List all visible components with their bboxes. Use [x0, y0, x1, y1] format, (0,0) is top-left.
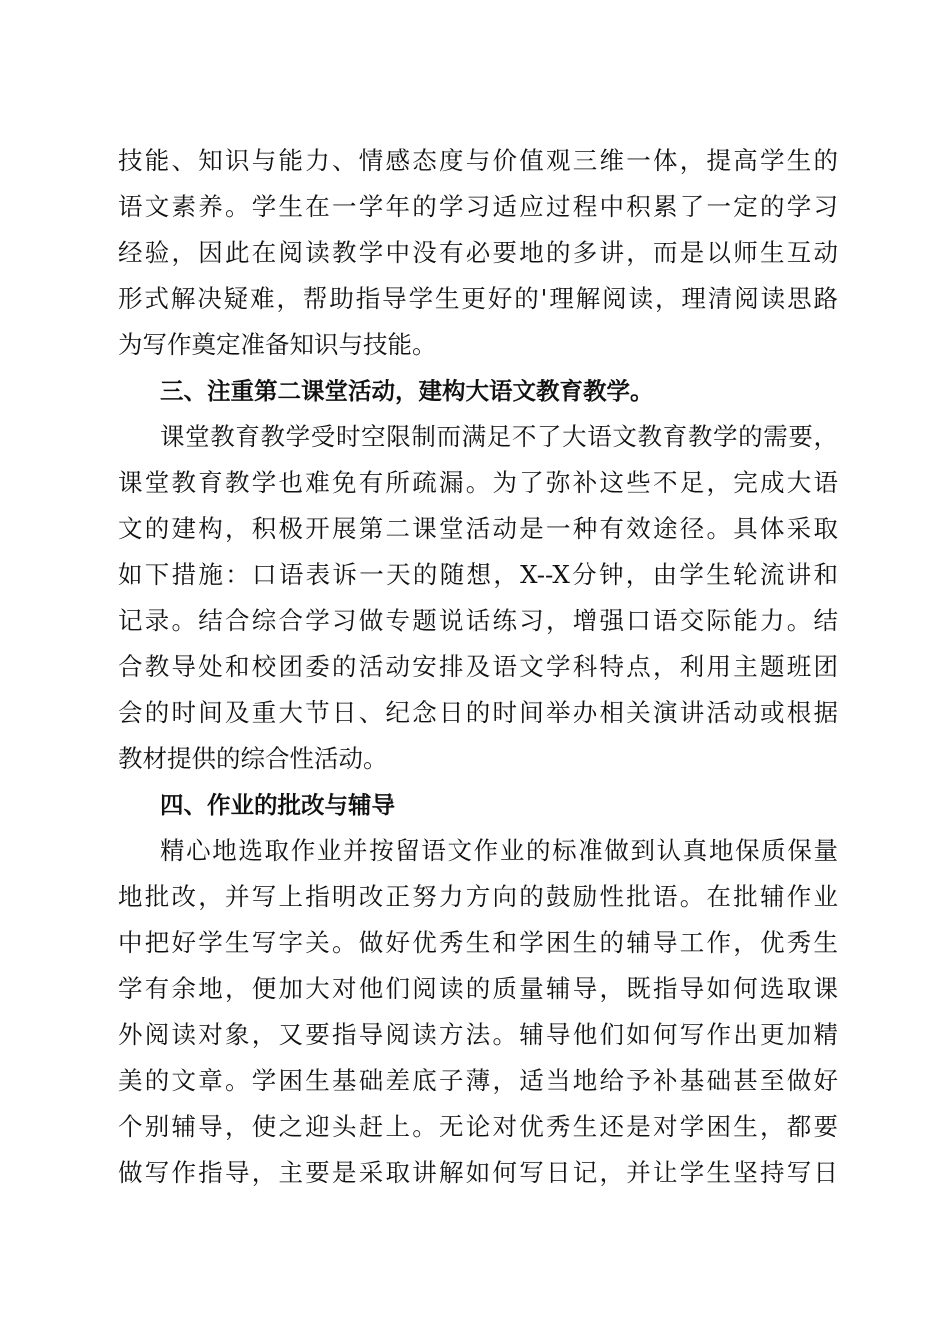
paragraph-line: 课堂教育教学也难免有所疏漏。为了弥补这些不足，完成大语: [118, 468, 838, 497]
paragraph-line: 形式解决疑难，帮助指导学生更好的'理解阅读，理清阅读思路: [118, 284, 838, 313]
paragraph-line: 美的文章。学困生基础差底子薄，适当地给予补基础甚至做好: [118, 1066, 838, 1095]
paragraph-line: 地批改，并写上指明改正努力方向的鼓励性批语。在批辅作业: [118, 882, 838, 911]
section-heading-4: 四、作业的批改与辅导: [160, 791, 395, 819]
paragraph-line: 会的时间及重大节日、纪念日的时间举办相关演讲活动或根据: [118, 698, 838, 727]
paragraph-line: 合教导处和校团委的活动安排及语文学科特点，利用主题班团: [118, 652, 838, 681]
paragraph-line: 课堂教育教学受时空限制而满足不了大语文教育教学的需要，: [160, 422, 838, 451]
paragraph-line: 为写作奠定准备知识与技能。: [118, 330, 437, 359]
paragraph-line: 学有余地，便加大对他们阅读的质量辅导，既指导如何选取课: [118, 974, 838, 1003]
paragraph-line: 个别辅导，使之迎头赶上。无论对优秀生还是对学困生，都要: [118, 1112, 838, 1141]
paragraph-line: 教材提供的综合性活动。: [118, 744, 388, 773]
paragraph-line: 文的建构，积极开展第二课堂活动是一种有效途径。具体采取: [118, 514, 838, 543]
paragraph-line: 记录。结合综合学习做专题说话练习，增强口语交际能力。结: [118, 606, 838, 635]
paragraph-line: 精心地选取作业并按留语文作业的标准做到认真地保质保量: [160, 836, 838, 865]
paragraph-line: 外阅读对象，又要指导阅读方法。辅导他们如何写作出更加精: [118, 1020, 838, 1049]
paragraph-line: 经验，因此在阅读教学中没有必要地的多讲，而是以师生互动: [118, 238, 838, 267]
paragraph-line: 语文素养。学生在一学年的学习适应过程中积累了一定的学习: [118, 192, 838, 221]
paragraph-line: 如下措施：口语表诉一天的随想，X--X分钟，由学生轮流讲和: [118, 560, 838, 589]
paragraph-line: 中把好学生写字关。做好优秀生和学困生的辅导工作，优秀生: [118, 928, 838, 957]
paragraph-line: 做写作指导，主要是采取讲解如何写日记，并让学生坚持写日: [118, 1158, 838, 1187]
paragraph-line: 技能、知识与能力、情感态度与价值观三维一体，提高学生的: [118, 146, 838, 175]
section-heading-3: 三、注重第二课堂活动，建构大语文教育教学。: [160, 377, 654, 405]
